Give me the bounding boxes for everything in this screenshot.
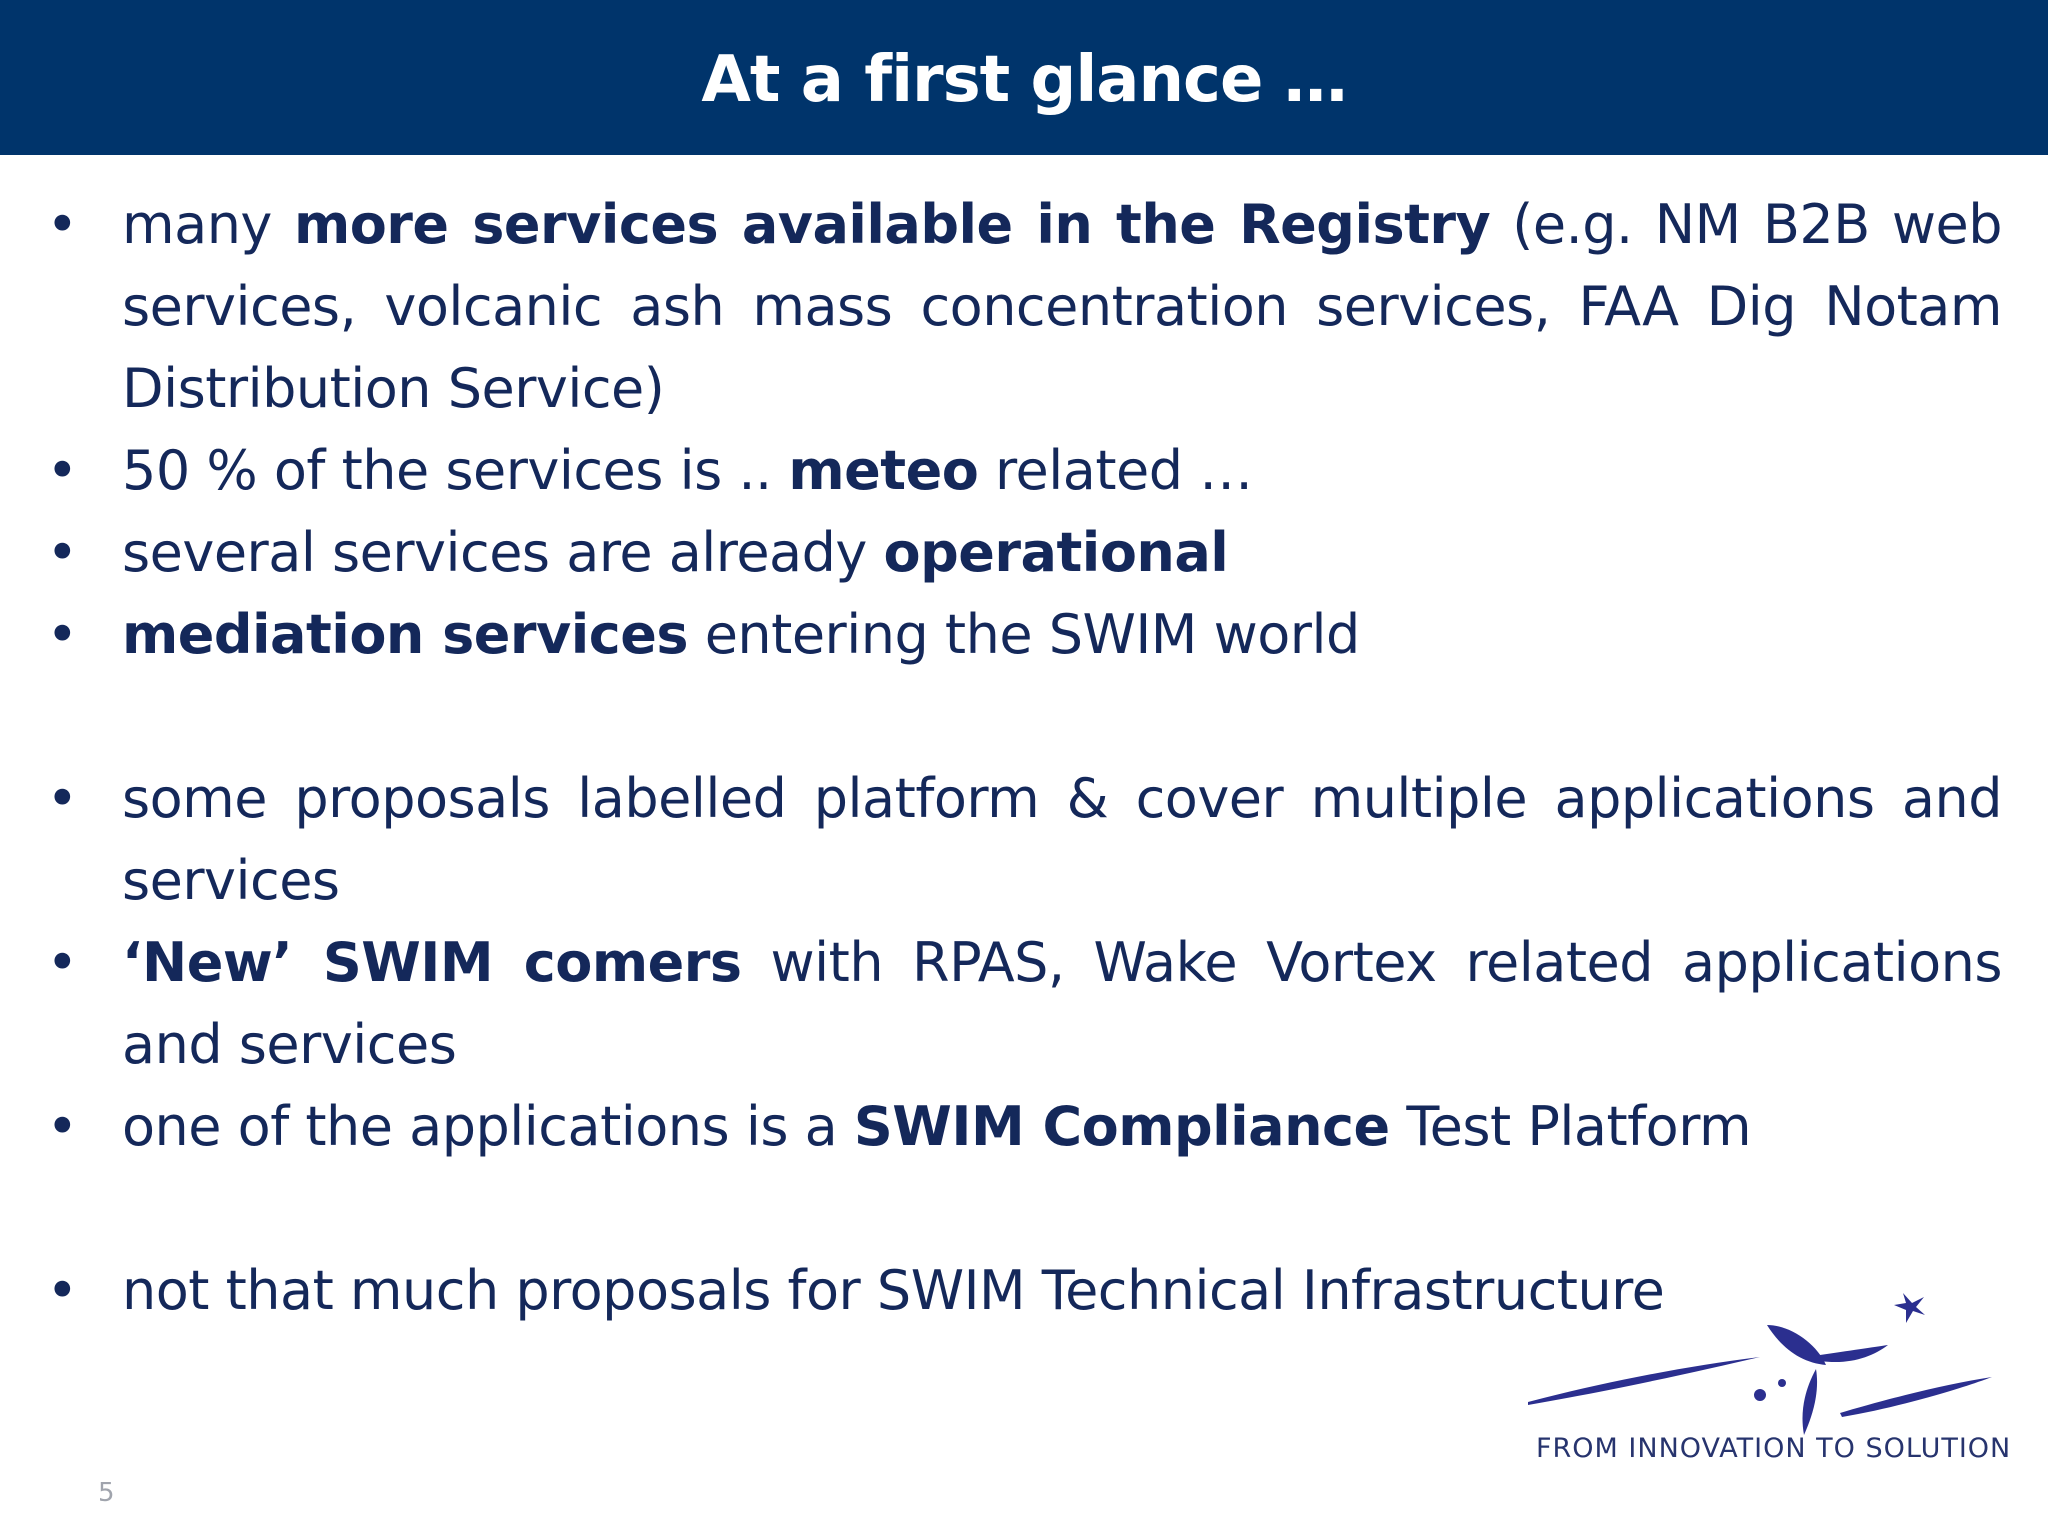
bullet-item [46,430,2002,512]
bullet-text: some proposals labelled platform & cover multiple applications and services [122,767,2002,912]
tagline: FROM INNOVATION TO SOLUTION [1536,1433,2012,1464]
logo-wing-right [1820,1345,1888,1362]
bullet-item [46,1086,2002,1168]
bullet-item [46,922,2002,1086]
bullet-item [46,184,2002,430]
bullet-dot: • [46,931,78,994]
bullet-text: one of the applications is a [122,1095,854,1158]
bullet-dot: • [46,1259,78,1322]
logo-right-stroke [1840,1377,1992,1417]
bullet-dot: • [46,767,78,830]
bullet-text: not that much proposals for SWIM Technical Infrastructure [122,1259,1665,1322]
logo-dot [1754,1389,1766,1401]
logo-left-stroke [1528,1357,1760,1405]
logo-dot [1778,1379,1786,1387]
bullet-dot: • [46,1095,78,1158]
slide-title: At a first glance … [701,43,1347,117]
bullet-text: several services are already [122,521,884,584]
bullet-bold-text: SWIM Compliance [853,1095,1390,1158]
bullet-bold-text: ‘New’ SWIM comers [122,931,742,994]
bullet-text: entering the SWIM world [688,603,1360,666]
bullet-item [46,512,2002,594]
logo-star-icon [1894,1293,1925,1323]
bullet-item [46,594,2002,676]
bullet-text: 50 % of the services is .. [122,439,789,502]
page-number: 5 [98,1478,115,1508]
bullet-text: with RPAS, Wake Vortex related applications and services [122,931,2002,1076]
bullet-text: (e.g. NM B2B web services, volcanic ash mass concentration services, FAA Dig Notam Distribution Service) [122,193,2002,420]
bullet-text: Test Platform [1389,1095,1752,1158]
bullet-bold-text: operational [883,521,1229,584]
logo-wing-upper [1767,1325,1826,1365]
bullet-dot: • [46,193,78,256]
bullet-dot: • [46,603,78,666]
logo-body [1803,1369,1818,1435]
bullet-bold-text: meteo [788,439,979,502]
bullet-text: many [122,193,294,256]
bullet-bold-text: more services available in the Registry [293,193,1491,256]
bullet-dot: • [46,439,78,502]
bullet-item [46,758,2002,922]
bullet-bold-text: mediation services [122,603,689,666]
bullet-dot: • [46,521,78,584]
bullet-text: related … [978,439,1253,502]
